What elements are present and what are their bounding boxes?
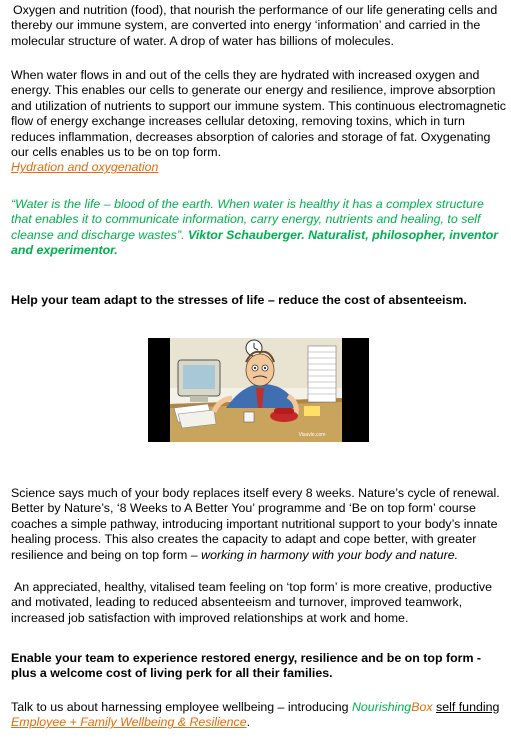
quote-text: “Water is the life – blood of the earth. When water is healthy it has a complex structure that enables it to communicate information, carry energy, nutrients and healing, to self cleanse and discharge wastes”.	[11, 197, 484, 242]
paragraph-water-flow	[11, 68, 506, 176]
trailing-period: .	[246, 715, 251, 730]
hydration-link[interactable]: Hydration and oxygenation	[11, 160, 159, 175]
paragraph-science-renewal	[11, 486, 506, 563]
brand-nourishing: Nourishing	[351, 700, 412, 714]
brand-box: Box	[411, 700, 433, 714]
paragraph-science-text: Science says much of your body replaces itself every 8 weeks. Nature’s cycle of renewal. Better by Nature’s, ‘8 Weeks to A Better You’ programme and ‘Be on top form’ course coaches a simple pathway, introducing important nutritional support to your body’s innate healing process. This also creates the capacity to adapt and cope better, with greater resilience and being on top form –	[11, 486, 500, 562]
paragraph-water-flow-text: When water flows in and out of the cells they are hydrated with increased oxygen and energy. This enables our cells to generate our energy and resilience, improve absorption and utilization of nutrients to support our immune system. This continuous electromagnetic flow of energy exchange increases cellular detoxing, removing toxins, which in turn reduces inflammation, decreases absorption of calories and storage of fat. Oxygenating our cells enables us to be on top form.	[11, 68, 506, 160]
stressed-worker-drawing	[148, 338, 369, 442]
paragraph-appreciated-team: An appreciated, healthy, vitalised team feeling on ‘top form’ is more creative, productive and motivated, leading to reduced absenteeism and turnover, improved teamwork, increased job satisfaction with improved relationships at work and home.	[11, 580, 492, 625]
quote-author: Viktor Schauberger. Naturalist, philosopher, inventor and experimentor.	[11, 227, 499, 258]
schauberger-quote	[11, 197, 506, 259]
self-funding-text: self funding	[436, 700, 500, 714]
wellbeing-link[interactable]: Employee + Family Wellbeing & Resilience	[11, 715, 247, 730]
heading-absenteeism: Help your team adapt to the stresses of life – reduce the cost of absenteeism.	[11, 293, 467, 307]
heading-enable-team: Enable your team to experience restored energy, resilience and be on top form - plus a welcome cost of living perk for all their families.	[11, 651, 482, 681]
figure-watermark: Visavlo.com	[298, 432, 326, 438]
stressed-worker-illustration	[148, 338, 369, 442]
paragraph-science-italic: working in harmony with your body and nature.	[201, 547, 459, 562]
talk-lead-text: Talk to us about harnessing employee wellbeing – introducing	[11, 700, 349, 714]
paragraph-talk-to-us	[11, 700, 506, 731]
paragraph-oxygen-nutrition: Oxygen and nutrition (food), that nourish the performance of our life generating cells and thereby our immune system, are converted into energy ‘information’ and carried in the molecular structure of water. A drop of water has billions of molecules.	[11, 3, 498, 48]
